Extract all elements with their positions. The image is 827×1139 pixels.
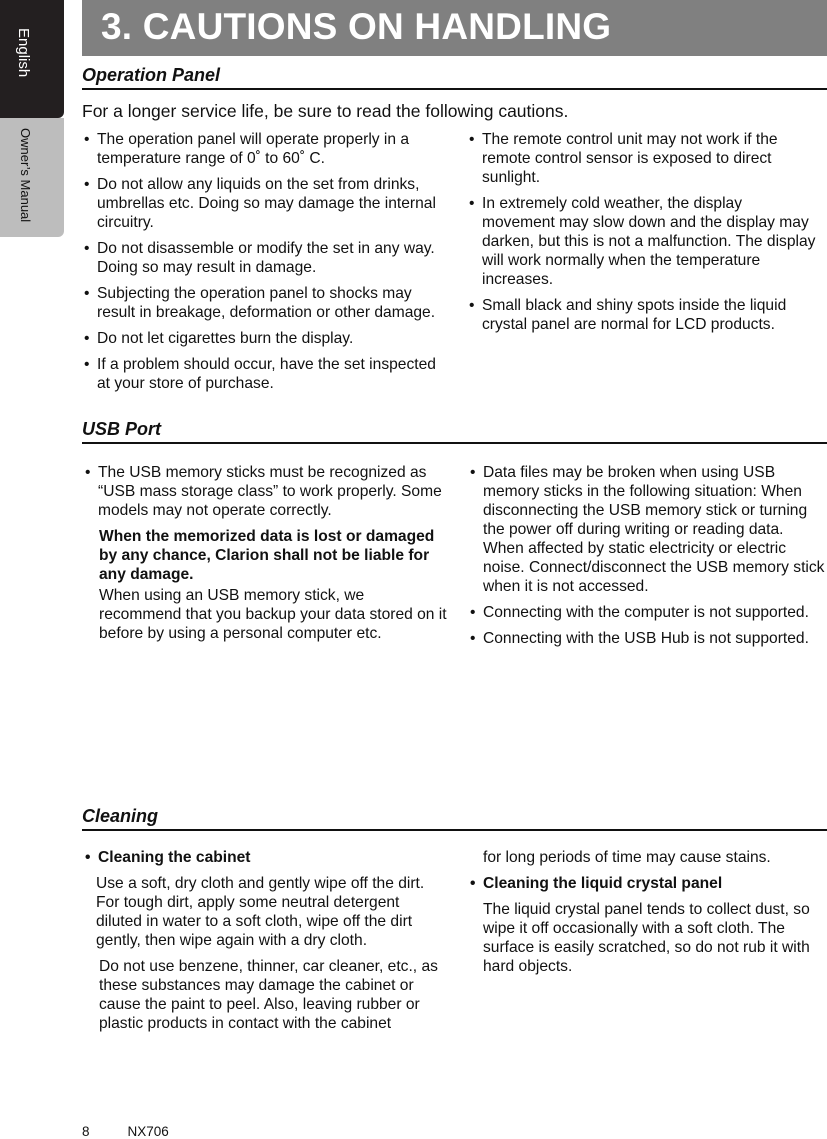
manual-tab-label: Owner’s Manual	[18, 128, 33, 223]
page-number: 8	[82, 1124, 90, 1139]
list-item: • Subjecting the operation panel to shocks may result in breakage, deformation or other damage.	[82, 284, 447, 322]
list-item: • Do not disassemble or modify the set in any way. Doing so may result in damage.	[82, 239, 447, 277]
list-item: • Small black and shiny spots inside the liquid crystal panel are normal for LCD products.	[467, 296, 819, 334]
usb-port-heading	[82, 420, 827, 444]
list-item: • Data files may be broken when using USB memory sticks in the following situation: When disconnecting the USB memory stick or turning the power off during writing or reading data. When affected by static electricity or electric noise. Connect/disconnect the USB memory stick when it is not accessed.	[468, 463, 827, 596]
language-tab-label: English	[15, 28, 32, 78]
list-item: • Connecting with the USB Hub is not supported.	[468, 629, 827, 648]
list-item: • The USB memory sticks must be recognized as “USB mass storage class” to work properly. Some models may not operate correctly.	[83, 463, 448, 520]
usb-port-right-column	[468, 463, 827, 655]
list-item: • Do not let cigarettes burn the display.	[82, 329, 447, 348]
list-item: • Do not allow any liquids on the set from drinks, umbrellas etc. Doing so may damage the internal circuitry.	[82, 175, 447, 232]
cleaning-cabinet-title: • Cleaning the cabinet	[83, 848, 448, 867]
usb-backup-note: When using an USB memory stick, we recommend that you backup your data stored on it before by using a personal computer etc.	[99, 587, 447, 642]
cleaning-heading-text: Cleaning	[82, 806, 159, 826]
list-item: • The remote control unit may not work if the remote control sensor is exposed to direct sunlight.	[467, 130, 819, 187]
list-item: • Connecting with the computer is not supported.	[468, 603, 827, 622]
operation-panel-right-column	[467, 130, 819, 341]
cleaning-cabinet-warning: Do not use benzene, thinner, car cleaner, etc., as these substances may damage the cabinet or cause the paint to peel. Also, leaving rubber or plastic products in contact with the cabinet	[99, 958, 438, 1032]
cleaning-cabinet-warning-continued: for long periods of time may cause stains.	[483, 849, 771, 866]
page-title: 3. CAUTIONS ON HANDLING	[101, 6, 612, 47]
operation-panel-heading-text: Operation Panel	[82, 65, 221, 85]
usb-liability-notice: When the memorized data is lost or damaged by any chance, Clarion shall not be liable for any damage.	[99, 528, 435, 583]
list-item: • The operation panel will operate properly in a temperature range of 0˚ to 60˚ C.	[82, 130, 447, 168]
cleaning-cabinet-paragraph: Use a soft, dry cloth and gently wipe off the dirt. For tough dirt, apply some neutral detergent diluted in water to a soft cloth, wipe off the dirt gently, then wipe again with a dry cloth.	[96, 875, 425, 949]
operation-panel-left-column	[82, 130, 447, 400]
manual-tab	[0, 118, 64, 237]
usb-port-heading-text: USB Port	[82, 419, 162, 439]
list-item: • If a problem should occur, have the set inspected at your store of purchase.	[82, 355, 447, 393]
list-item: • In extremely cold weather, the display movement may slow down and the display may darken, but this is not a malfunction. The display will work normally when the temperature increases.	[467, 194, 819, 289]
cleaning-right-column	[468, 848, 823, 976]
operation-panel-heading	[82, 66, 827, 90]
operation-panel-intro: For a longer service life, be sure to read the following cautions.	[82, 101, 569, 121]
cleaning-lcd-paragraph: The liquid crystal panel tends to collect dust, so wipe it off occasionally with a soft cloth. The surface is easily scratched, so do not rub it with hard objects.	[483, 901, 810, 975]
usb-port-left-column	[83, 463, 448, 643]
model-number: NX706	[127, 1124, 169, 1139]
title-bar	[82, 0, 827, 56]
language-tab	[0, 0, 64, 118]
cleaning-heading	[82, 807, 827, 831]
cleaning-lcd-title: • Cleaning the liquid crystal panel	[468, 874, 823, 893]
cleaning-left-column	[83, 848, 448, 1033]
